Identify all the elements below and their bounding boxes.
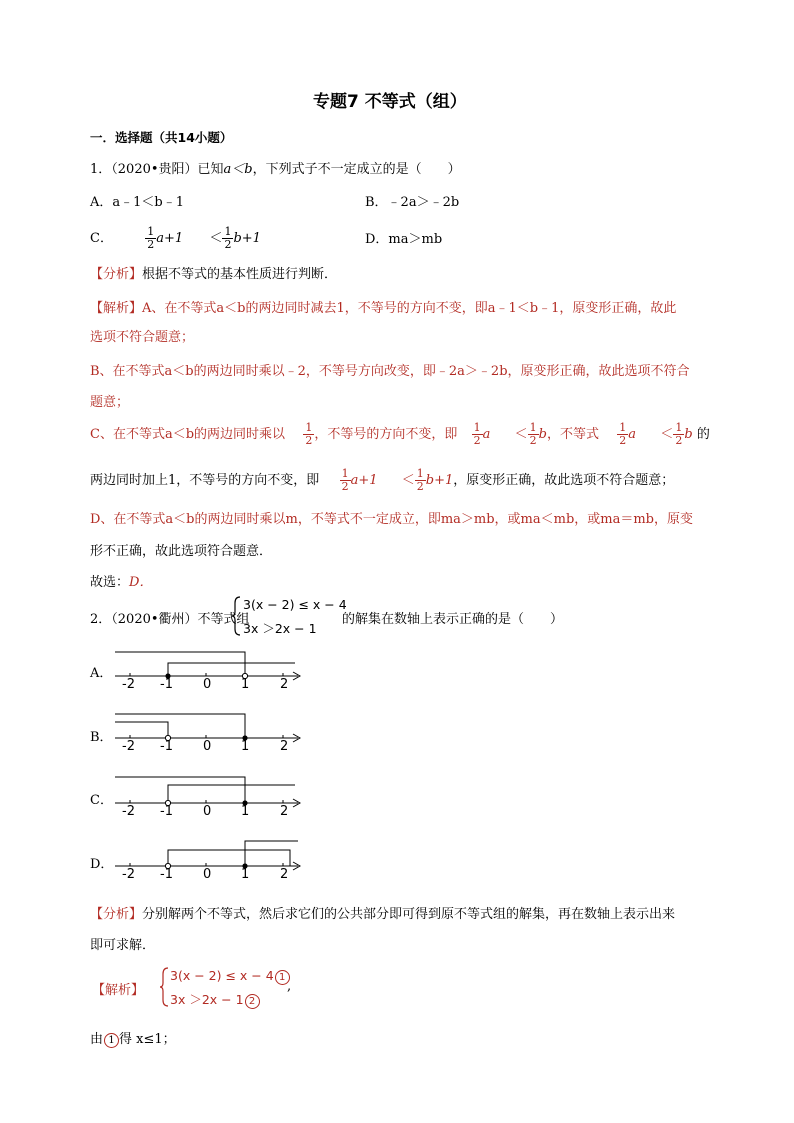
q1-solution-d-line2: 形不正确，故此选项符合题意． <box>90 544 273 559</box>
q1-solution-b-line1: B、在不等式a＜b的两边同时乘以﹣2，不等号方向改变，即﹣2a＞﹣2b，原变形正确，故此选项不符合 <box>90 364 690 379</box>
q1-option-a: A．a﹣1＜b﹣1 <box>90 195 185 210</box>
q2-option-c-label: C． <box>90 793 113 808</box>
circled-number: 2 <box>245 994 260 1009</box>
circled-number: 1 <box>275 970 290 985</box>
q1-option-c <box>90 226 261 251</box>
q1-option-c-left: a+1 <box>156 231 184 246</box>
solution-tag: 【解析】 <box>90 301 143 316</box>
q2-option-b-label: B． <box>90 730 113 745</box>
q2-stem-suffix: 的解集在数轴上表示正确的是（ ） <box>342 612 564 627</box>
q1-solution-a-line2: 选项不符合题意； <box>90 330 195 345</box>
q1-solution-d-line1: D、在不等式a＜b的两边同时乘以m，不等式不一定成立，即ma＞mb，或ma＜mb，或ma＝mb，原变 <box>90 512 694 527</box>
circled-number: 1 <box>104 1033 119 1048</box>
q1-option-c-right: b+1 <box>233 231 261 246</box>
q1-stem-cond: a＜b <box>223 162 253 177</box>
q2-system-line1: 3(x − 2) ≤ x − 4 <box>243 597 347 612</box>
fraction: $\frac{1}{2}$ <box>147 225 155 251</box>
q1-answer: 故选：D． <box>90 575 153 590</box>
q2-option-d-label: D． <box>90 857 114 872</box>
section-heading: 一．选择题（共14小题） <box>90 130 233 145</box>
answer-value: D． <box>129 575 153 590</box>
q2-solution-tag: 【解析】 <box>92 983 145 998</box>
q2-solution-line1: 3(x − 2) ≤ x − 4 1 <box>170 968 290 985</box>
q2-stem-prefix: 2．（2020•衢州）不等式组 <box>90 612 250 627</box>
q2-solution-line2: 3x ＞2x − 1 2 <box>170 990 260 1009</box>
q1-stem-suffix: ，下列式子不一定成立的是（ ） <box>252 162 461 177</box>
q2-system-line2: 3x ＞2x − 1 <box>243 621 317 636</box>
q1-solution-b-line2: 题意； <box>90 395 130 410</box>
q2-solution-comma: , <box>287 979 292 994</box>
q1-option-c-lt: ＜ <box>209 231 223 246</box>
analysis-text: 根据不等式的基本性质进行判断． <box>142 267 338 282</box>
analysis-tag: 【分析】 <box>90 267 143 282</box>
q1-solution-c-line1: C、在不等式a＜b的两边同时乘以 $\frac{1}{2}$ ，不等号的方向不变，即 $\frac{1}{2}$ a ＜ $\frac{1}{2}$ b，不等式 $\frac{1}{2}$ a ＜ $\frac{1}{2}$ b 的 <box>90 421 710 447</box>
q1-solution-a-line1: 【解析】A、在不等式a＜b的两边同时减去1，不等号的方向不变，即a﹣1＜b﹣1，原变形正确，故此 <box>90 301 677 316</box>
q2-analysis-line2: 即可求解． <box>90 938 156 953</box>
q1-option-d: D．ma＞mb <box>365 232 443 247</box>
q2-solution-brace <box>160 967 170 1007</box>
page-title: 专题7 不等式（组） <box>313 92 467 112</box>
q1-option-c-label: C． <box>90 231 113 246</box>
q2-option-a-label: A． <box>90 666 113 681</box>
q1-stem <box>90 158 461 177</box>
analysis-tag: 【分析】 <box>90 907 143 922</box>
q1-solution-c-line2: 两边同时加上1，不等号的方向不变，即 $\frac{1}{2}$ a+1 ＜ $\frac{1}{2}$ b+1，原变形正确，故此选项不符合题意； <box>90 467 675 493</box>
analysis-text: 分别解两个不等式，然后求它们的公共部分即可得到原不等式组的解集，再在数轴上表示出来 <box>142 907 676 922</box>
q2-system-brace <box>232 596 242 636</box>
q2-step1: 由 1 得 x≤1； <box>90 1032 176 1047</box>
q1-stem-prefix: 1．（2020•贵阳）已知 <box>90 162 224 177</box>
q1-analysis <box>90 263 337 282</box>
fraction: $\frac{1}{2}$ <box>224 225 232 251</box>
q2-analysis-line1 <box>90 903 675 922</box>
q1-option-b: B．﹣2a＞﹣2b <box>365 195 460 210</box>
